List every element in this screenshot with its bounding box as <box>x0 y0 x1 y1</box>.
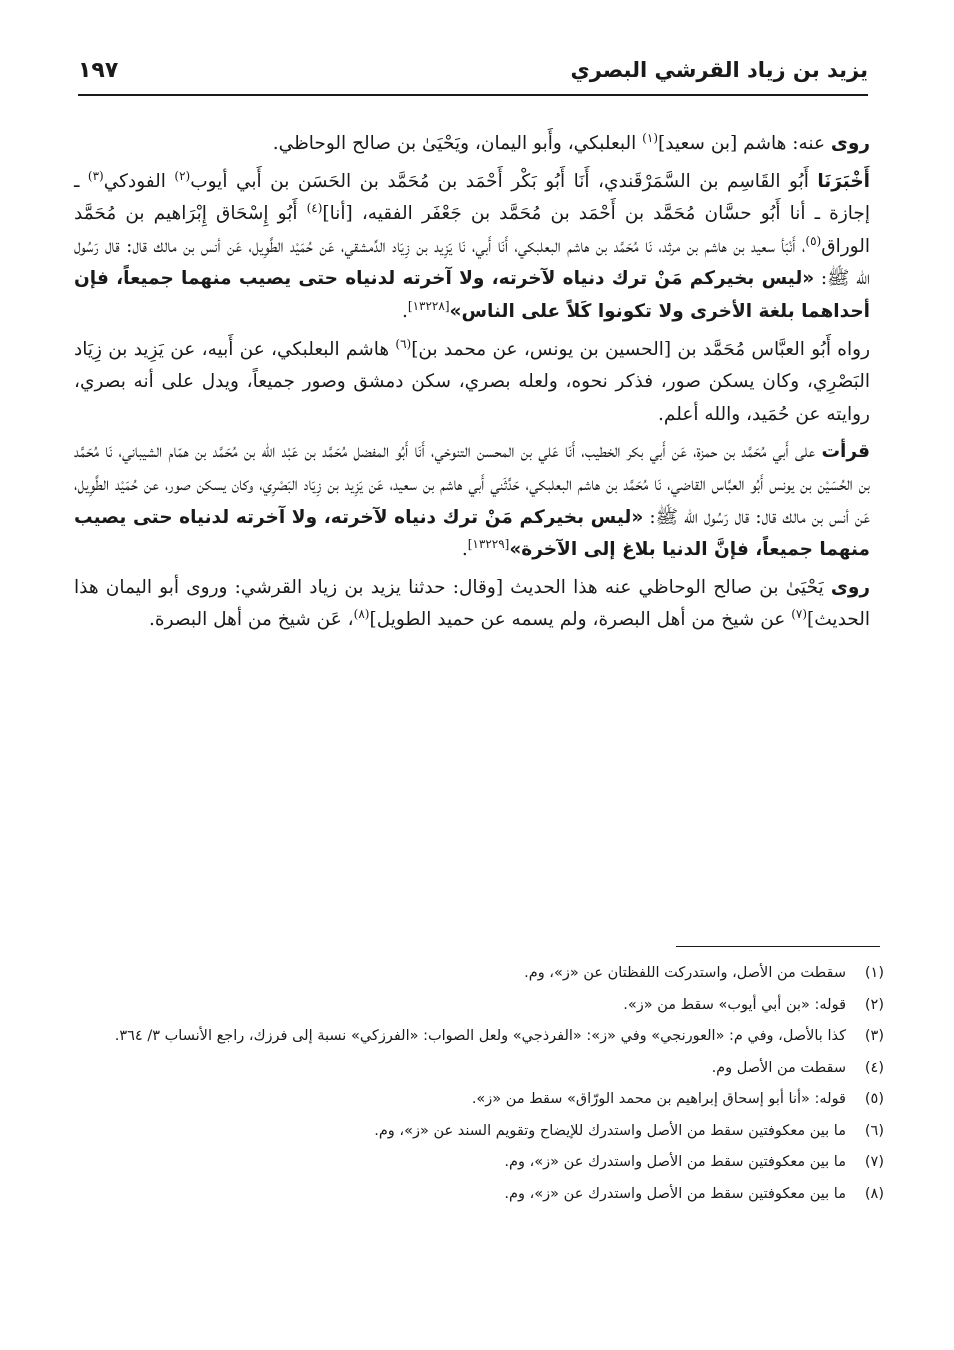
footnote-text: كذا بالأصل، وفي م: «العورنجي» وفي «ز»: «الفرذجي» ولعل الصواب: «الفرزكي» نسبة إلى فرزك، راجع الأنساب ٣/ ٣٦٤. <box>114 1028 846 1044</box>
paragraph-3 <box>74 334 870 432</box>
lead-word: قرأت <box>821 441 870 463</box>
text-span: رواه أَبُو العبَّاس مُحَمَّد بن [الحسين بن يونس، عن محمد بن] <box>411 338 871 360</box>
main-text <box>74 128 870 637</box>
footnote-number: (٤) <box>864 1059 884 1076</box>
footnote-marker: (٢) <box>174 168 191 183</box>
text-span: . <box>402 300 408 322</box>
footnote <box>86 962 884 984</box>
text-span: أَبُو القَاسِم بن السَّمَرْقَندي، أَنَا أَبُو بَكْر أَحْمَد بن مُحَمَّد بن الحَسَن بن أَبي أيوب <box>190 170 818 192</box>
footnote-number: (٥) <box>864 1091 884 1107</box>
text-span: عنه: هاشم [بن سعيد] <box>658 133 831 154</box>
footnote-marker: (٨) <box>353 607 370 622</box>
hadith-text: «ليس بخيركم مَنْ ترك دنياه لآخرته، ولا آخرته لدنياه حتى يصيب منهما جميعاً، فإن أحداهما بلغة الأخرى ولا تكونوا كَلاً على الناس» <box>74 268 870 322</box>
text-span: ـ إجازة ـ أنا أَبُو حسَّان مُحَمَّد بن أَحْمَد بن مُحَمَّد بن جَعْفَر الفقيه، [أنا] <box>74 170 870 225</box>
hadith-text: «ليس بخيركم مَنْ ترك دنياه لآخرته، ولا آخرته لدنياه حتى يصيب منهما جميعاً، فإنَّ الدنيا بلاغ إلى الآخرة» <box>74 506 870 561</box>
footnote-number: (١) <box>864 965 884 981</box>
footnote <box>86 994 884 1016</box>
paragraph-1 <box>74 128 870 161</box>
footnote-text: قوله: «أنا أبو إسحاق إبراهيم بن محمد الورّاق» سقط من «ز». <box>471 1091 846 1107</box>
footnote-marker: (١) <box>642 130 658 145</box>
footnote <box>86 1151 884 1173</box>
text-span: البعلبكي، وأَبو اليمان، ويَحْيَىٰ بن صالح الوحاظي. <box>272 133 643 154</box>
footnote-marker: (٤) <box>306 201 323 216</box>
text-span: أَبُو إِسْحَاق إِبْرَاهيم بن مُحَمَّد الوراق <box>74 203 870 257</box>
running-title: يزيد بن زياد القرشي البصري <box>570 58 868 82</box>
text-span: على أَبي مُحَمَّد بن حمزة، عَن أَبي بكر الخطيب، أَنَا عَلي بن المحسن التنوخي، أَنَا أَبُو المفضل مُحَمَّد بن عَبْد الله بن مُحَمَّد بن همّام الشيباني، نَا مُحَمَّد بن الحُسَيْن بن يونس أَبُو العبَّاس القاضي، نَا مُحَمَّد بن هاشم البعلبكي، حَدَّثَني أَبي هاشم بن سعيد، عَن يَزِيد بن زِيَاد البَصْرِي، وكان يسكن صور، عن حُمَيْد الطَّوِيل، عَن أنس بن مالك قال: قال رَسُول الله ﷺ: <box>74 441 870 528</box>
footnote <box>86 1120 884 1142</box>
footnote-marker: (٧) <box>791 607 808 622</box>
paragraph-5 <box>74 572 870 637</box>
footnote-divider <box>676 946 880 947</box>
text-span: هاشم البعلبكي، عن أَبيه، عن يَزِيد بن زِيَاد البَصْرِي، وكان يسكن صور، فذكر نحوه، ولعله بصري، سكن دمشق وصور جميعاً، ويدل على أنه بصري، روايته عن حُمَيد، والله أعلم. <box>74 338 870 425</box>
text-span: ، أَنْبَأ سعيد بن هاشم بن مرثد، نَا مُحَمَّد بن هاشم البعلبكي، أَنَا أَبي، نَا يَزِيد بن زِيَاد الدِّمشقي، عَن حُمَيْد الطَّوِيل، عَن أنس بن مالك قال: قال رَسُول الله ﷺ: <box>74 235 870 290</box>
footnote <box>86 1088 884 1110</box>
footnote-text: سقطت من الأصل وم. <box>711 1059 846 1076</box>
text-span: يَحْيَىٰ بن صالح الوحاظي عنه هذا الحديث [وقال: حدثنا يزيد بن زياد القرشي: وروى أبو اليمان هذا الحديث] <box>74 576 870 631</box>
hadith-reference: [١٣٢٢٨] <box>407 298 450 313</box>
footnote-number: (٧) <box>864 1154 884 1170</box>
text-span: عن شيخ من أهل البصرة، ولم يسمه عن حميد الطويل] <box>369 609 792 631</box>
paragraph-2 <box>74 166 870 329</box>
text-span: الفودكي <box>103 170 175 192</box>
footnote-marker: (٥) <box>805 233 822 248</box>
page-number: ١٩٧ <box>78 58 119 83</box>
footnote-text: ما بين معكوفتين سقط من الأصل واستدرك عن «ز»، وم. <box>504 1185 846 1202</box>
lead-word: روى <box>830 133 870 154</box>
footnote <box>86 1025 884 1047</box>
footnote-text: ما بين معكوفتين سقط من الأصل واستدرك للإيضاح وتقويم السند عن «ز»، وم. <box>374 1122 846 1139</box>
lead-word: روى <box>830 576 870 598</box>
footnote-text: سقطت من الأصل، واستدركت اللفظتان عن «ز»، وم. <box>524 965 846 981</box>
footnote-marker: (٦) <box>395 336 412 351</box>
footnote <box>86 1057 884 1079</box>
footnote-number: (٨) <box>864 1185 884 1202</box>
text-span: . <box>461 539 468 561</box>
footnote-number: (٢) <box>864 996 884 1013</box>
footnote-number: (٦) <box>864 1122 884 1139</box>
footnote-text: قوله: «بن أبي أيوب» سقط من «ز». <box>623 996 846 1013</box>
hadith-reference: [١٣٢٢٩] <box>467 536 510 551</box>
footnote-number: (٣) <box>864 1028 884 1044</box>
page-header <box>78 58 868 96</box>
footnote-text: ما بين معكوفتين سقط من الأصل واستدرك عن «ز»، وم. <box>504 1154 846 1170</box>
text-span: ، عَن شيخ من أهل البصرة. <box>149 609 354 631</box>
lead-word: أَخْبَرَنَا <box>817 170 870 192</box>
footnote-marker: (٣) <box>87 168 104 183</box>
footnote <box>86 1183 884 1205</box>
paragraph-4 <box>74 436 870 566</box>
footnotes <box>86 962 884 1214</box>
